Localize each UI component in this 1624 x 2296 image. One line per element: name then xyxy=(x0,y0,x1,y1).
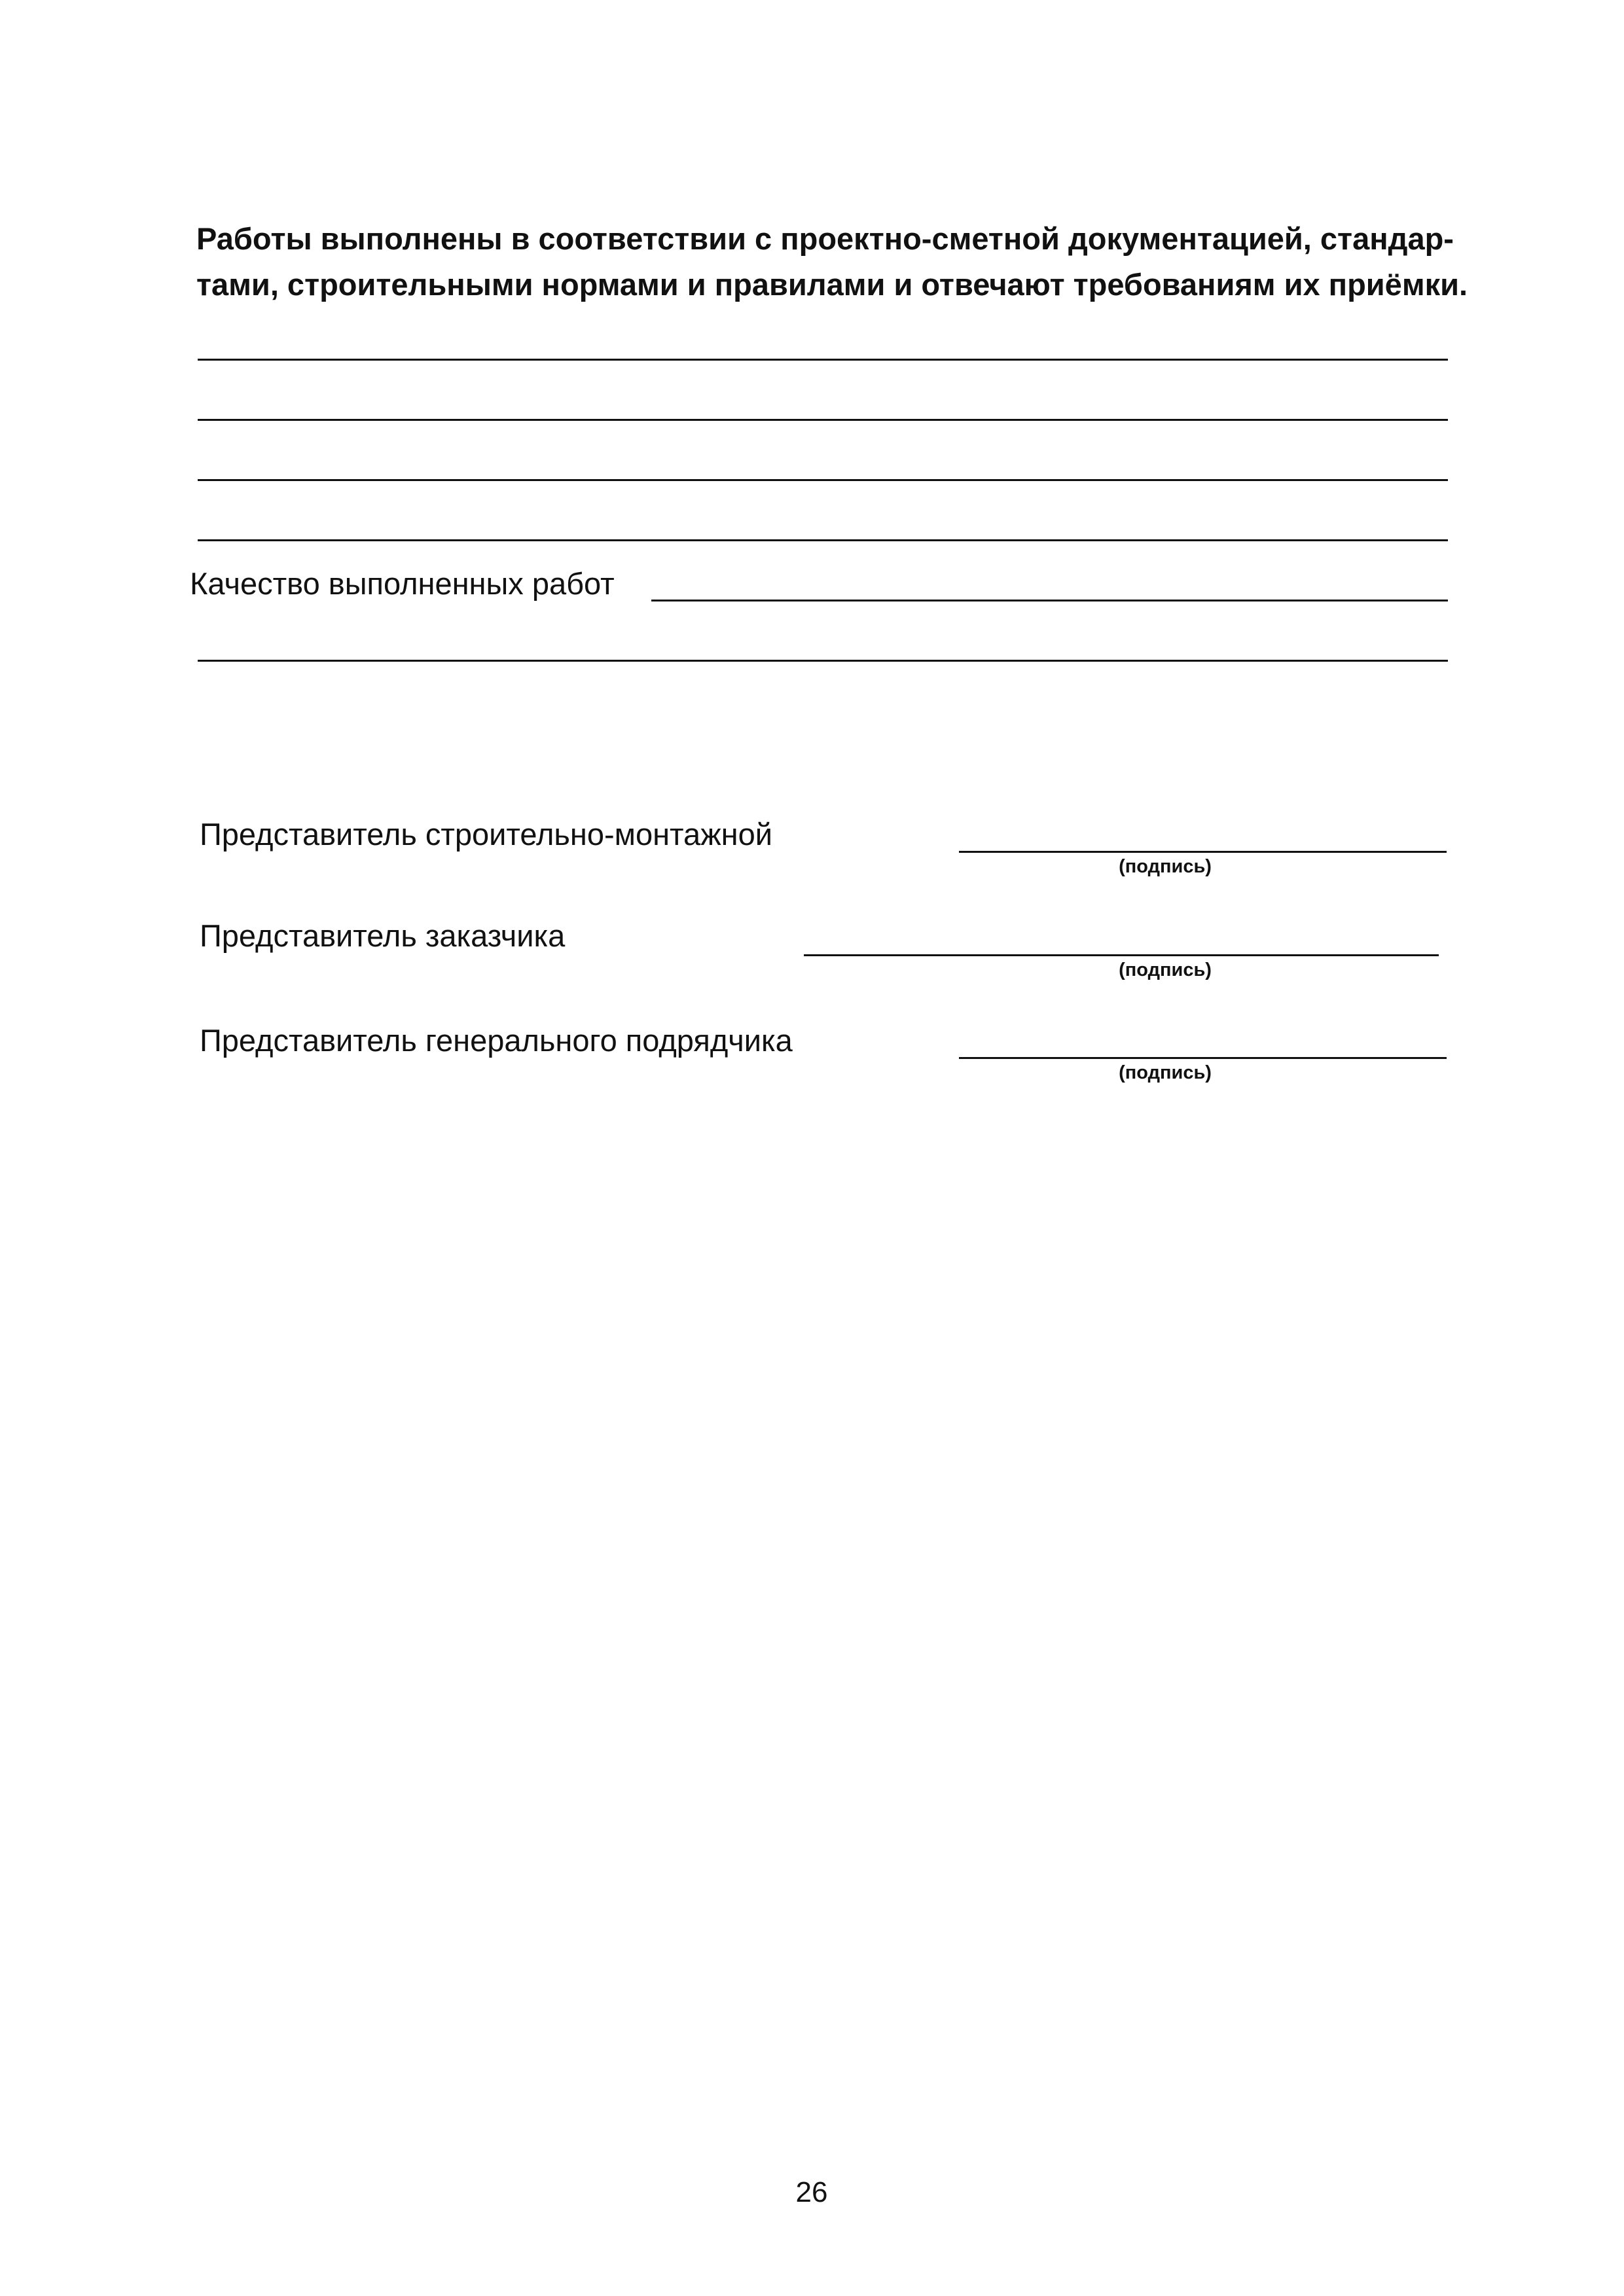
quality-label: Качество выполненных работ xyxy=(190,566,615,601)
signature-caption-customer: (подпись) xyxy=(1119,960,1212,980)
intro-line-2: тами, строительными нормами и правилами и отвечают требованиям их приёмки. xyxy=(196,267,1468,302)
intro-line-1: Работы выполнены в соответствии с проектно-сметной документацией, стандар- xyxy=(196,221,1454,256)
quality-blank-line xyxy=(651,600,1448,601)
blank-line-4 xyxy=(198,539,1448,541)
signature-line-customer xyxy=(804,954,1439,956)
blank-line-3 xyxy=(198,479,1448,481)
blank-line-2 xyxy=(198,419,1448,421)
page-number: 26 xyxy=(795,2176,828,2208)
signature-line-general-contractor xyxy=(959,1057,1447,1059)
intro-paragraph xyxy=(196,216,1468,308)
quality-blank-line-2 xyxy=(198,660,1448,662)
blank-line-1 xyxy=(198,359,1448,361)
signature-caption-construction: (подпись) xyxy=(1119,856,1212,877)
signature-label-customer: Представитель заказчика xyxy=(200,918,566,953)
signature-label-construction: Представитель строительно-монтажной xyxy=(200,817,772,852)
signature-caption-general-contractor: (подпись) xyxy=(1119,1062,1212,1083)
signature-label-general-contractor: Представитель генерального подрядчика xyxy=(200,1023,793,1058)
signature-line-construction xyxy=(959,851,1447,853)
